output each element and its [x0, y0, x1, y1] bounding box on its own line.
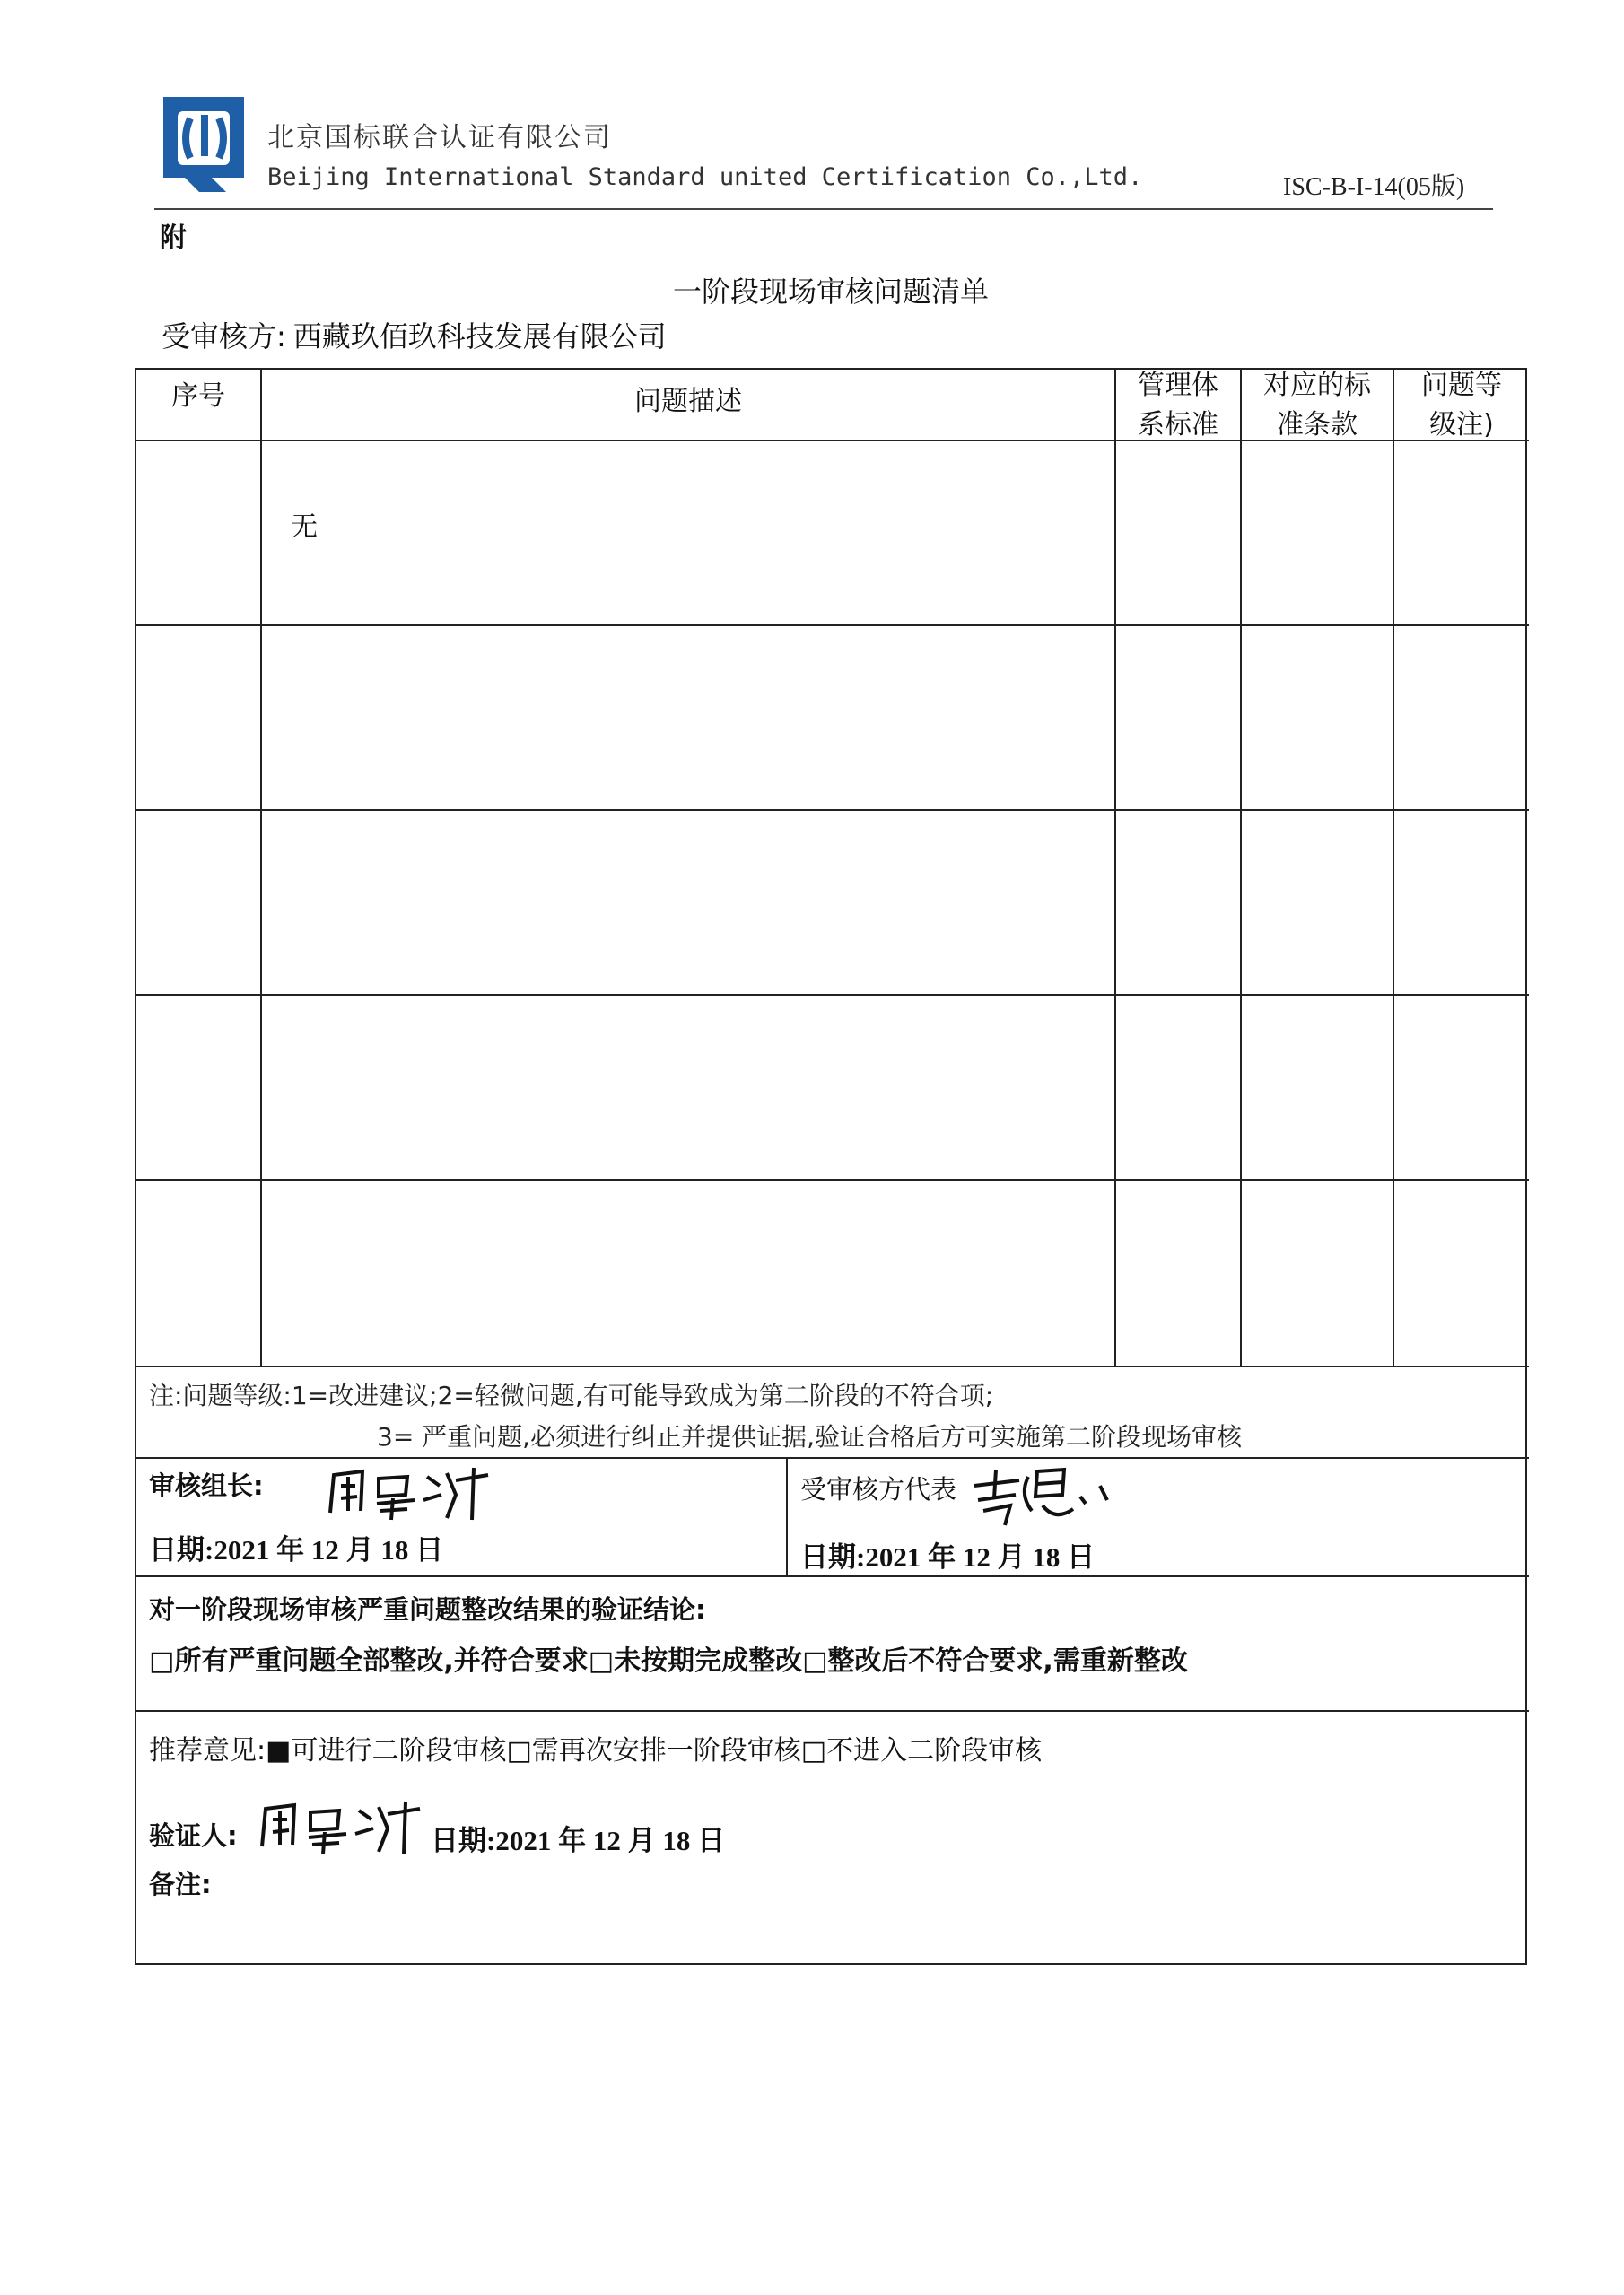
document-code: ISC-B-I-14(05版) [1283, 173, 1465, 201]
verifier-label: 验证人: [149, 1820, 238, 1851]
col-header-no: 序号 [171, 380, 225, 412]
rep-signature [965, 1459, 1118, 1531]
company-logo [154, 88, 255, 194]
row-1-description: 无 [291, 511, 318, 543]
note-line-2: 3= 严重问题,必须进行纠正并提供证据,验证合格后方可实施第二阶段现场审核 [377, 1422, 1242, 1452]
form-frame [135, 368, 1527, 1965]
verification-bottom [136, 1710, 1529, 1712]
row-divider [136, 809, 1529, 811]
row-divider [136, 1179, 1529, 1181]
attachment-label: 附 [160, 223, 187, 254]
recommendation: 推荐意见:■可进行二阶段审核□需再次安排一阶段审核□不进入二阶段审核 [149, 1735, 1043, 1767]
auditee-name: 西藏玖佰玖科技发展有限公司 [292, 319, 667, 353]
row-divider [136, 624, 1529, 626]
verification-options: □所有严重问题全部整改,并符合要求□未按期完成整改□整改后不符合要求,需重新整改 [149, 1645, 1188, 1677]
auditee-line [162, 314, 667, 355]
col-header-level: 问题等 级注) [1421, 370, 1502, 441]
verifier-signature [253, 1793, 432, 1859]
column-divider [1114, 370, 1116, 1366]
column-divider [260, 370, 262, 1366]
note-line-1: 注:问题等级:1=改进建议;2=轻微问题,有可能导致成为第二阶段的不符合项; [149, 1381, 994, 1410]
signoff-bottom [136, 1575, 1529, 1577]
verification-heading: 对一阶段现场审核严重问题整改结果的验证结论: [149, 1594, 706, 1625]
leader-label: 审核组长: [149, 1470, 264, 1501]
page-title: 一阶段现场审核问题清单 [673, 275, 990, 309]
row-divider [136, 994, 1529, 996]
header-divider [154, 208, 1493, 210]
verifier-date: 日期:2021 年 12 月 18 日 [431, 1825, 726, 1856]
rep-label: 受审核方代表 [800, 1474, 957, 1505]
leader-date: 日期:2021 年 12 月 18 日 [149, 1534, 444, 1566]
col-header-description: 问题描述 [634, 386, 742, 417]
rep-date: 日期:2021 年 12 月 18 日 [800, 1541, 1096, 1573]
table-bottom [136, 1366, 1529, 1367]
column-divider [1393, 370, 1394, 1366]
company-name-en: Beijing International Standard united Certification Co.,Ltd. [267, 163, 1143, 191]
signoff-divider [786, 1457, 788, 1575]
col-header-standard: 管理体 系标准 [1138, 370, 1218, 441]
leader-signature [321, 1459, 501, 1525]
auditee-label: 受审核方: [162, 319, 286, 353]
company-name-cn: 北京国标联合认证有限公司 [267, 122, 612, 153]
col-header-clause: 对应的标 准条款 [1263, 370, 1371, 441]
column-divider [1240, 370, 1242, 1366]
remarks-label: 备注: [149, 1869, 212, 1899]
